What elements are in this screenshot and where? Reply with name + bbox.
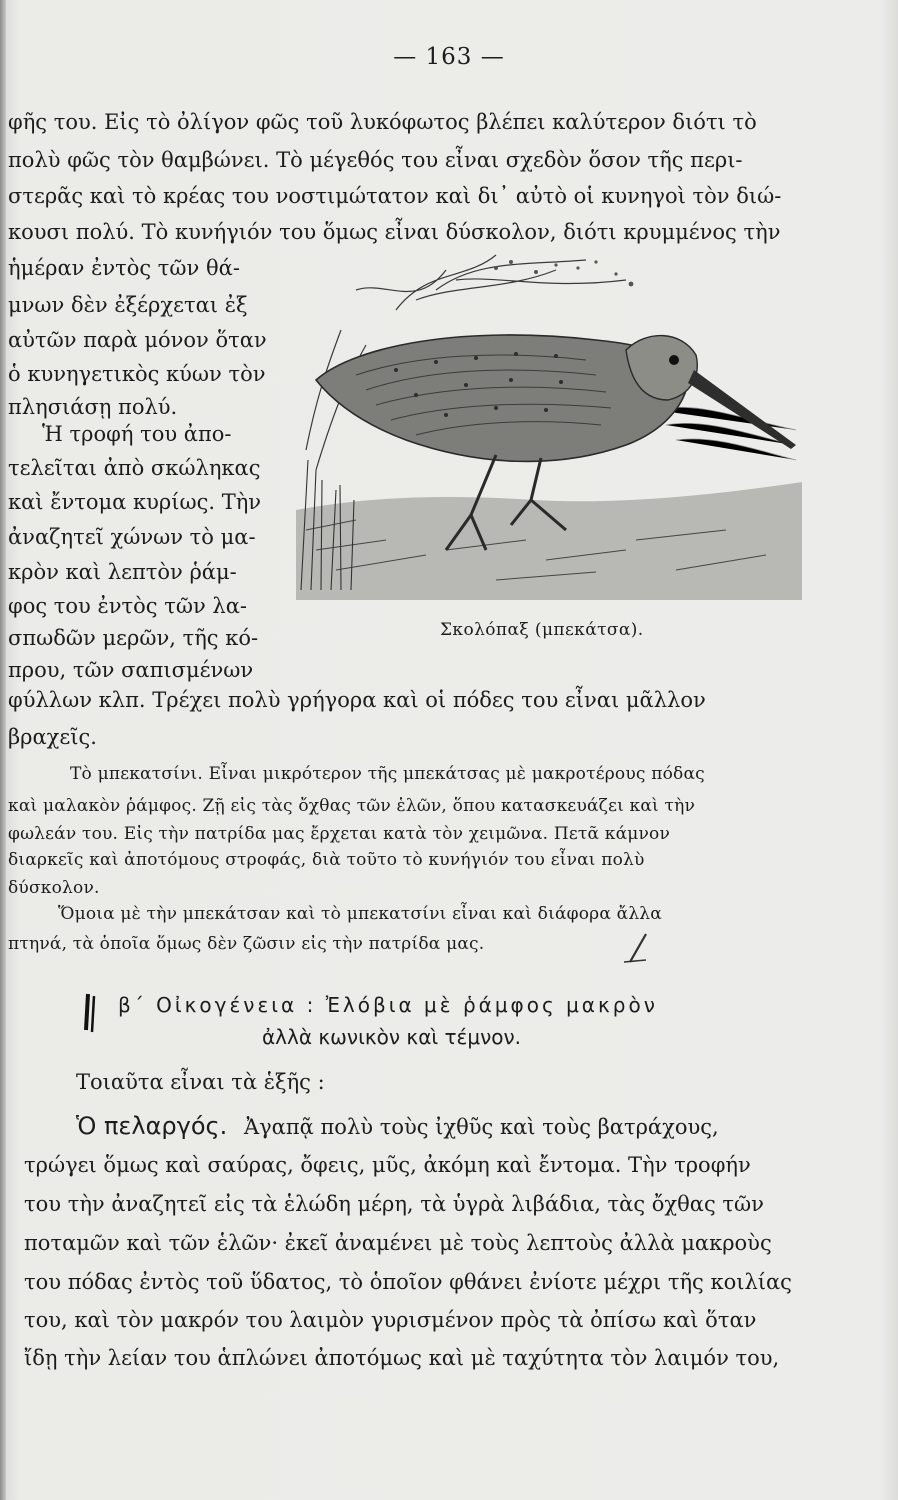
text-line-top-1: φῆς του. Εἰς τὸ ὀλίγον φῶς τοῦ λυκόφωτος βλέπει καλύτερον διότι τὸ: [8, 110, 757, 134]
similar-birds-line-1: Ὅμοια μὲ τὴν μπεκάτσαν καὶ τὸ μπεκατσίνι εἶναι καὶ διάφορα ἄλλα: [58, 904, 662, 924]
page-number: — 163 —: [393, 44, 505, 70]
text-line-narrow-1: ἡμέραν ἐντὸς τῶν θά-: [8, 256, 240, 280]
stork-first-line-rest: Ἀγαπᾷ πολὺ τοὺς ἰχθῦς καὶ τοὺς βατράχους,: [243, 1115, 719, 1139]
text-line-narrow-7: τελεῖται ἀπὸ σκώληκας: [8, 456, 261, 480]
page-binding-edge: [0, 0, 6, 1500]
text-line-narrow-13: πρου, τῶν σαπισμένων: [8, 658, 254, 682]
text-line-narrow-5: πλησιάσῃ πολύ.: [8, 395, 178, 419]
stork-paragraph-line-3: του τὴν ἀναζητεῖ εἰς τὰ ἑλώδη μέρη, τὰ ὑγρὰ λιβάδια, τὰς ὄχθας τῶν: [24, 1192, 764, 1216]
snipe-paragraph-line-4: διαρκεῖς καὶ ἀποτόμους στροφάς, διὰ τοῦτο τὸ κυνήγιόν του εἶναι πολὺ: [8, 850, 645, 870]
stork-paragraph-line-4: ποταμῶν καὶ τῶν ἑλῶν· ἐκεῖ ἀναμένει μὲ τοὺς λεπτοὺς ἀλλὰ μακροὺς: [24, 1231, 772, 1255]
stork-lead-title: Ὁ πελαργός.: [76, 1112, 228, 1140]
stork-paragraph-line-7: ἴδῃ τὴν λείαν του ἁπλώνει ἀποτόμως καὶ μὲ ταχύτητα τὸν λαιμόν του,: [24, 1346, 780, 1370]
stork-paragraph-line-2: τρώγει ὅμως καὶ σαύρας, ὄφεις, μῦς, ἀκόμη καὶ ἔντομα. Τὴν τροφήν: [24, 1153, 751, 1177]
family-heading-line-2: ἀλλὰ κωνικὸν καὶ τέμνον.: [262, 1025, 522, 1049]
similar-birds-line-2: πτηνά, τὰ ὁποῖα ὅμως δὲν ζῶσιν εἰς τὴν πατρίδα μας.: [8, 934, 485, 954]
text-line-top-4: κουσι πολύ. Τὸ κυνήγιόν του ὅμως εἶναι δύσκολον, διότι κρυμμένος τὴν: [8, 220, 781, 244]
snipe-paragraph-line-3: φωλεάν του. Εἰς τὴν πατρίδα μας ἔρχεται κατὰ τὸν χειμῶνα. Πετᾶ κάμνον: [8, 824, 670, 844]
text-line-narrow-4: ὁ κυνηγετικὸς κύων τὸν: [8, 362, 266, 386]
stork-paragraph-line-1: [76, 1114, 719, 1138]
text-line-narrow-12: σπωδῶν μερῶν, τῆς κό-: [8, 626, 259, 650]
text-line-narrow-2: μνων δὲν ἐξέρχεται ἐξ: [8, 293, 248, 317]
snipe-paragraph-line-5: δύσκολον.: [8, 878, 100, 898]
stork-paragraph-line-5: του πόδας ἐντὸς τοῦ ὕδατος, τὸ ὁποῖον φθάνει ἐνίοτε μέχρι τῆς κοιλίας: [24, 1270, 792, 1294]
woodcock-illustration: [296, 250, 802, 610]
snipe-paragraph-line-2: καὶ μαλακὸν ῥάμφος. Ζῇ εἰς τὰς ὄχθας τῶν ἑλῶν, ὅπου κατασκευάζει καὶ τὴν: [8, 796, 696, 816]
snipe-paragraph-line-1: Τὸ μπεκατσίνι. Εἶναι μικρότερον τῆς μπεκάτσας μὲ μακροτέρους πόδας: [70, 764, 705, 784]
text-line-top-2: πολὺ φῶς τὸν θαμβώνει. Τὸ μέγεθός του εἶναι σχεδὸν ὅσον τῆς περι-: [8, 148, 743, 172]
family-heading-line-1: [118, 995, 658, 1015]
intro-line: Τοιαῦτα εἶναι τὰ ἑξῆς :: [76, 1070, 325, 1094]
pencil-mark: [620, 930, 654, 970]
text-line-narrow-8: καὶ ἔντομα κυρίως. Τὴν: [8, 490, 262, 514]
text-line-narrow-6: Ἡ τροφή του ἀπο-: [42, 422, 232, 446]
family-heading-title: β΄ Οἰκογένεια : Ἐλόβια μὲ ῥάμφος μακρὸν: [118, 993, 658, 1017]
text-line-narrow-10: κρὸν καὶ λεπτὸν ῥάμ-: [8, 560, 237, 584]
text-line-after-2: βραχεῖς.: [8, 725, 97, 749]
stork-paragraph-line-6: του, καὶ τὸν μακρόν του λαιμὸν γυρισμένον πρὸς τὰ ὀπίσω καὶ ὅταν: [24, 1308, 757, 1332]
text-line-after-1: φύλλων κλπ. Τρέχει πολὺ γρήγορα καὶ οἱ πόδες του εἶναι μᾶλλον: [8, 688, 706, 712]
figure-caption: Σκολόπαξ (μπεκάτσα).: [440, 620, 644, 640]
pencil-margin-mark: [80, 990, 100, 1036]
text-line-narrow-3: αὐτῶν παρὰ μόνον ὅταν: [8, 328, 267, 352]
text-line-top-3: στερᾶς καὶ τὸ κρέας του νοστιμώτατον καὶ δι᾽ αὐτὸ οἱ κυνηγοὶ τὸν διώ-: [8, 184, 782, 208]
text-line-narrow-11: φος του ἐντὸς τῶν λα-: [8, 594, 247, 618]
text-line-narrow-9: ἀναζητεῖ χώνων τὸ μα-: [8, 525, 256, 549]
